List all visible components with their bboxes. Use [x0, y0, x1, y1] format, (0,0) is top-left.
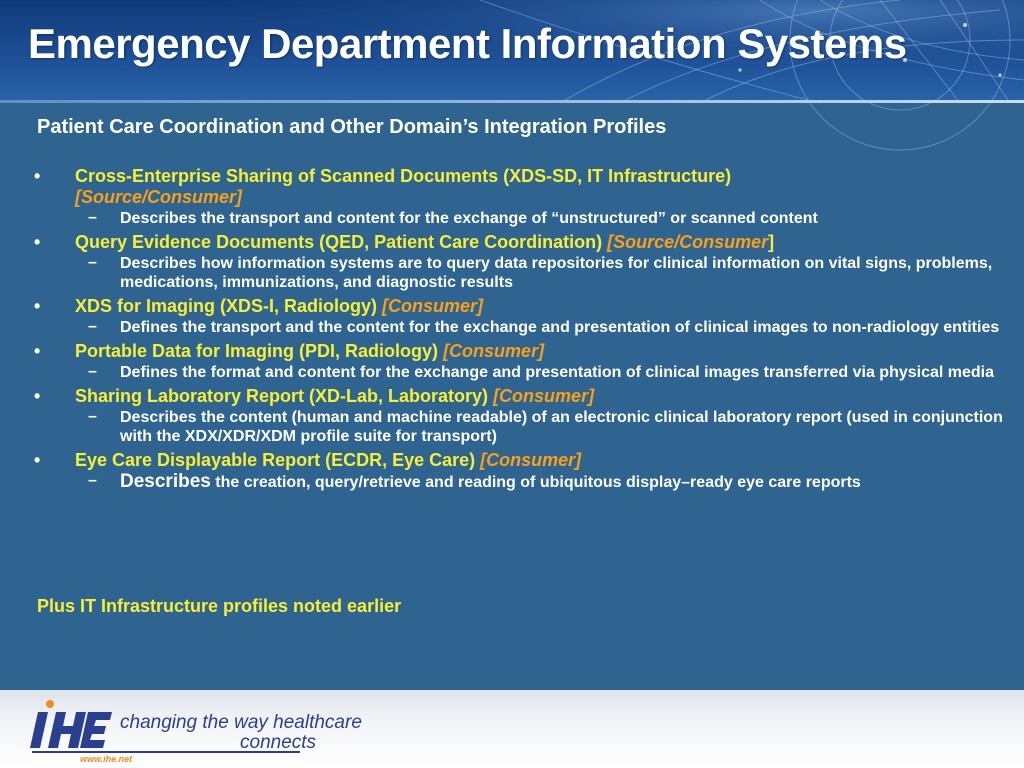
list-item-detail — [0, 472, 1024, 492]
actor-role-close: ] — [768, 232, 775, 252]
list-item — [0, 386, 1024, 407]
profile-name: Cross-Enterprise Sharing of Scanned Documents (XDS-SD, IT Infrastructure) — [75, 166, 732, 186]
profile-description: Defines the transport and the content for the exchange and presentation of clinical images to non-radiology entities — [120, 319, 1000, 336]
list-item-detail — [0, 363, 1024, 382]
bullet-icon: • — [34, 450, 41, 470]
list-item — [0, 166, 1024, 208]
tagline-line-1: changing the way healthcare — [120, 712, 362, 733]
description-lead: Describes — [120, 471, 211, 492]
bullet-icon: • — [34, 341, 41, 361]
profile-name: Sharing Laboratory Report (XD-Lab, Laboratory) — [75, 386, 489, 406]
actor-role: [Source/Consumer] — [75, 187, 243, 207]
dash-icon: – — [88, 408, 97, 425]
slide-subtitle: Patient Care Coordination and Other Domain’s Integration Profiles — [37, 116, 667, 138]
list-item — [0, 232, 1024, 253]
profile-description: Describes how information systems are to query data repositories for clinical information on vital signs, problems, medications, immunizations, and diagnostic results — [120, 255, 993, 291]
list-item-detail — [0, 209, 1024, 228]
actor-role: [Consumer] — [443, 341, 545, 361]
bullet-icon: • — [34, 386, 41, 406]
list-item — [0, 450, 1024, 471]
list-item-detail — [0, 254, 1024, 292]
ihe-logo — [28, 698, 362, 764]
list-item — [0, 296, 1024, 317]
slide-title: Emergency Department Information Systems — [28, 20, 907, 67]
profile-name: Portable Data for Imaging (PDI, Radiology) — [75, 341, 439, 361]
bullet-icon: • — [34, 166, 41, 186]
actor-role: [Consumer] — [493, 386, 595, 406]
tagline-line-2: connects — [240, 732, 317, 753]
dash-icon: – — [88, 254, 97, 271]
slide-header — [0, 0, 1024, 103]
list-item-detail — [0, 318, 1024, 337]
actor-role: [Consumer] — [382, 296, 484, 316]
profile-name: Eye Care Displayable Report (ECDR, Eye Care) — [75, 450, 476, 470]
slide-footer — [0, 690, 1024, 768]
list-item — [0, 341, 1024, 362]
dash-icon: – — [88, 472, 97, 489]
profile-list — [0, 166, 1024, 492]
profile-description: Defines the format and content for the exchange and presentation of clinical images transferred via physical media — [120, 364, 995, 381]
profile-name: Query Evidence Documents (QED, Patient Care Coordination) — [75, 232, 603, 252]
actor-role: [Source/Consumer — [607, 232, 769, 252]
profile-name: XDS for Imaging (XDS-I, Radiology) — [75, 296, 378, 316]
dash-icon: – — [88, 318, 97, 335]
profile-description: the creation, query/retrieve and reading of ubiquitous display–ready eye care reports — [210, 474, 861, 491]
bullet-icon: • — [34, 232, 41, 252]
bullet-icon: • — [34, 296, 41, 316]
slide-body — [0, 103, 1024, 690]
actor-role: [Consumer] — [480, 450, 582, 470]
list-item-detail — [0, 408, 1024, 446]
dash-icon: – — [88, 209, 97, 226]
profile-description: Describes the content (human and machine readable) of an electronic clinical laboratory report (used in conjunction with the XDX/XDR/XDM profile suite for transport) — [120, 409, 1003, 445]
website-url: www.ihe.net — [80, 754, 133, 764]
dash-icon: – — [88, 363, 97, 380]
closing-note: Plus IT Infrastructure profiles noted earlier — [37, 596, 402, 616]
profile-description: Describes the transport and content for the exchange of “unstructured” or scanned content — [120, 210, 818, 227]
